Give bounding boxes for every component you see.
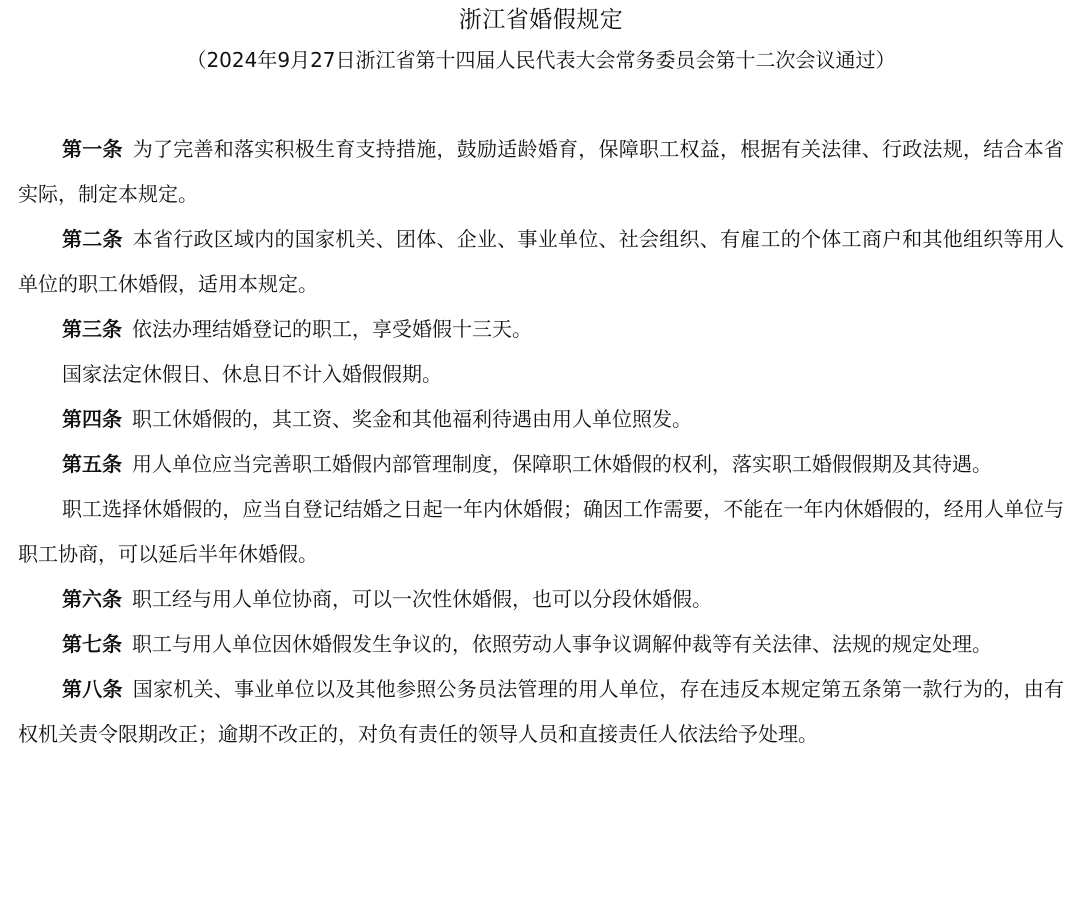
- paragraph-article-5-clause-2: [18, 487, 1064, 577]
- article-text: 国家机关、事业单位以及其他参照公务员法管理的用人单位，存在违反本规定第五条第一款行为的，由有权机关责令限期改正；逾期不改正的，对负有责任的领导人员和直接责任人依法给予处理。: [18, 677, 1064, 746]
- article-text: 用人单位应当完善职工婚假内部管理制度，保障职工休婚假的权利，落实职工婚假假期及其待遇。: [132, 452, 992, 476]
- article-label: 第七条: [62, 632, 122, 656]
- article-label: 第一条: [62, 137, 123, 161]
- paragraph-article-3: [18, 307, 1064, 352]
- article-label: 第三条: [62, 317, 122, 341]
- article-label: 第八条: [62, 677, 123, 701]
- paragraph-article-4: [18, 397, 1064, 442]
- article-text: 国家法定休假日、休息日不计入婚假假期。: [62, 362, 442, 386]
- paragraph-article-6: [18, 577, 1064, 622]
- paragraph-article-8: [18, 667, 1064, 757]
- article-text: 职工经与用人单位协商，可以一次性休婚假，也可以分段休婚假。: [132, 587, 712, 611]
- paragraph-article-2: [18, 217, 1064, 307]
- article-label: 第四条: [62, 407, 122, 431]
- article-text: 职工与用人单位因休婚假发生争议的，依照劳动人事争议调解仲裁等有关法律、法规的规定处理。: [132, 632, 992, 656]
- article-text: 职工休婚假的，其工资、奖金和其他福利待遇由用人单位照发。: [132, 407, 692, 431]
- article-label: 第二条: [62, 227, 123, 251]
- paragraph-article-3-clause-2: [18, 352, 1064, 397]
- paragraph-article-1: [18, 127, 1064, 217]
- article-text: 本省行政区域内的国家机关、团体、企业、事业单位、社会组织、有雇工的个体工商户和其他组织等用人单位的职工休婚假，适用本规定。: [18, 227, 1064, 296]
- document-title: 浙江省婚假规定: [458, 7, 624, 33]
- article-text: 职工选择休婚假的，应当自登记结婚之日起一年内休婚假；确因工作需要，不能在一年内休婚假的，经用人单位与职工协商，可以延后半年休婚假。: [18, 497, 1064, 566]
- document: [18, 0, 1064, 757]
- article-text: 为了完善和落实积极生育支持措施，鼓励适龄婚育，保障职工权益，根据有关法律、行政法规，结合本省实际，制定本规定。: [18, 137, 1064, 206]
- paragraph-article-5: [18, 442, 1064, 487]
- article-label: 第五条: [62, 452, 122, 476]
- document-subtitle: （2024年9月27日浙江省第十四届人民代表大会常务委员会第十二次会议通过）: [186, 48, 896, 72]
- paragraph-article-7: [18, 622, 1064, 667]
- article-text: 依法办理结婚登记的职工，享受婚假十三天。: [132, 317, 532, 341]
- article-label: 第六条: [62, 587, 122, 611]
